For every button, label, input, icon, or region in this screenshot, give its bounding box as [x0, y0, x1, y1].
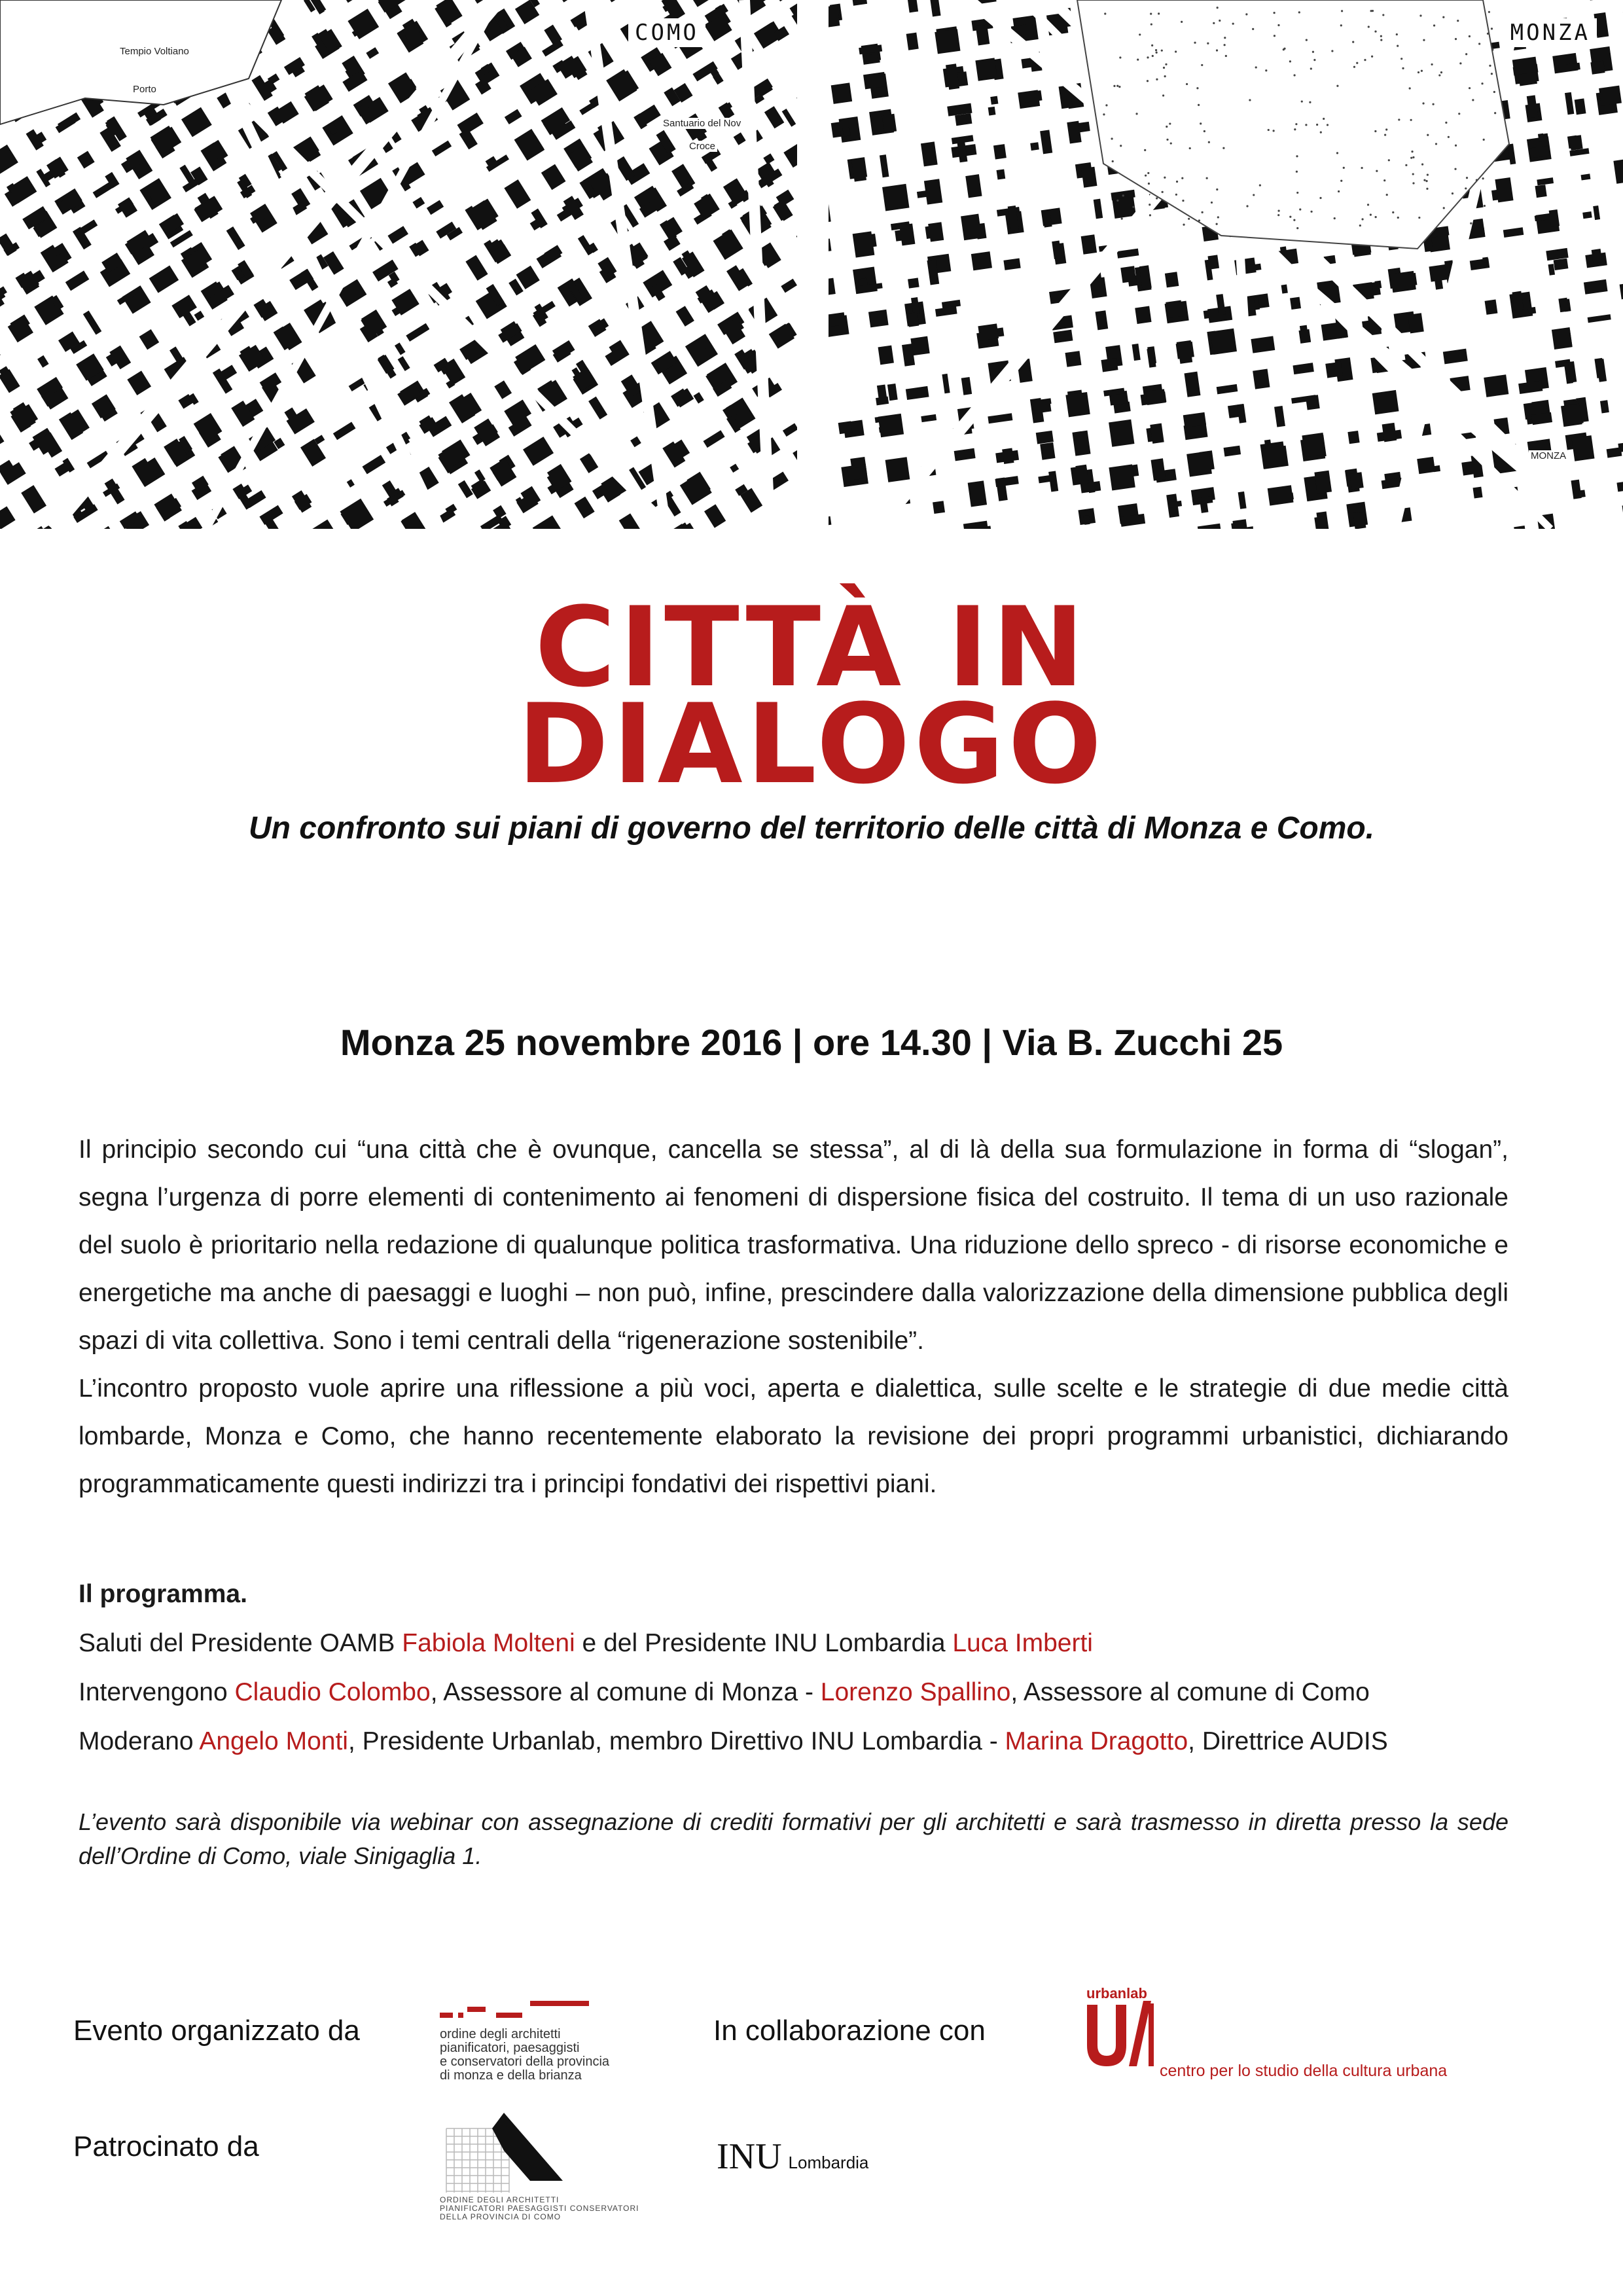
- event-date-location: Monza 25 novembre 2016 | ore 14.30 | Via B. Zucchi 25: [340, 1022, 1283, 1063]
- page-subtitle: Un confronto sui piani di governo del territorio delle città di Monza e Como.: [248, 811, 1375, 846]
- monza-city-map-image: [829, 0, 1623, 529]
- oamb-text-line: pianificatori, paesaggisti: [440, 2041, 580, 2055]
- oamb-text-line: ordine degli architetti: [440, 2027, 561, 2041]
- speaker-name: Angelo Monti: [199, 1727, 348, 1755]
- program-text: , Direttrice AUDIS: [1188, 1727, 1388, 1755]
- program-text: e del Presidente INU Lombardia: [575, 1629, 953, 1657]
- oamb-logo-text: [440, 2028, 609, 2083]
- urbanlab-tagline: centro per lo studio della cultura urbana: [1160, 2062, 1448, 2080]
- inu-lombardia-logo: [717, 2136, 868, 2178]
- map-label-monza: MONZA: [1504, 18, 1597, 47]
- program-text: , Presidente Urbanlab, membro Direttivo INU Lombardia -: [348, 1727, 1005, 1755]
- speaker-name: Claudio Colombo: [234, 1678, 431, 1706]
- como-text-line: ORDINE DEGLI ARCHITETTI: [440, 2195, 560, 2204]
- program-text: , Assessore al comune di Monza -: [430, 1678, 821, 1706]
- organized-by-label: Evento organizzato da: [73, 2015, 360, 2047]
- speaker-name: Fabiola Molteni: [402, 1629, 575, 1657]
- program-line-greetings: [79, 1619, 1531, 1668]
- speaker-name: Lorenzo Spallino: [820, 1678, 1011, 1706]
- oamb-text-line: di monza e della brianza: [440, 2068, 582, 2083]
- map-como: [0, 0, 797, 529]
- body-paragraph-2: L’incontro proposto vuole aprire una riflessione a più voci, aperta e dialettica, sulle scelte e le strategie di due medie città lombarde, Monza e Como, che hanno recentemente elaborato la revisione dei propri programmi urbanistici, dichiarando programmaticamente questi indirizzi tra i principi fondativi dei rispettivi piani.: [79, 1374, 1508, 1498]
- patronage-label: Patrocinato da: [73, 2130, 259, 2162]
- title-line-2: DIALOGO: [517, 680, 1106, 808]
- title-line-1: CITTÀ IN: [535, 583, 1088, 711]
- program-text: Moderano: [79, 1727, 200, 1755]
- page-title: [0, 583, 1623, 808]
- map-small-label: Croce: [687, 141, 717, 152]
- collaboration-label: In collaborazione con: [713, 2015, 986, 2047]
- program-text: Saluti del Presidente OAMB: [79, 1629, 402, 1657]
- map-small-label: Tempio Voltiano: [118, 46, 191, 57]
- body-paragraph-1: Il principio secondo cui “una città che è ovunque, cancella se stessa”, al di là della sua formulazione in forma di “slogan”, segna l’urgenza di porre elementi di contenimento ai fenomeni di dispersione fisica del costruito. Il tema di un uso razionale del suolo è prioritario nella redazione di qualunque politica trasformativa. Una riduzione dello spreco - di risorse economiche e energetiche ma anche di paesaggi e luoghi – non può, infine, prescindere dalla valorizzazione della dimensione pubblica degli spazi di vita collettiva. Sono i temi centrali della “rigenerazione sostenibile”.: [79, 1136, 1508, 1355]
- como-city-map-image: [0, 0, 797, 529]
- inu-name: INU: [717, 2136, 782, 2177]
- program-text: Intervengono: [79, 1678, 235, 1706]
- program-line-moderators: [79, 1717, 1531, 1766]
- inu-region: Lombardia: [788, 2153, 869, 2172]
- webinar-note: L’evento sarà disponibile via webinar con assegnazione di crediti formativi per gli architetti e sarà trasmesso in diretta presso la sede dell’Ordine di Como, viale Sinigaglia 1.: [79, 1808, 1508, 1869]
- program-line-speakers: [79, 1668, 1531, 1717]
- map-monza: [829, 0, 1623, 529]
- ordine-como-logo: [440, 2109, 603, 2207]
- urbanlab-name: urbanlab: [1086, 1985, 1147, 2001]
- speaker-name: Marina Dragotto: [1005, 1727, 1188, 1755]
- como-text-line: DELLA PROVINCIA DI COMO: [440, 2212, 562, 2221]
- map-small-label: Santuario del Nov: [661, 118, 743, 129]
- map-label-como: COMO: [628, 18, 705, 47]
- program-heading: Il programma.: [79, 1580, 247, 1608]
- map-small-label: Porto: [131, 84, 158, 95]
- speaker-name: Luca Imberti: [952, 1629, 1093, 1657]
- body-text: [79, 1126, 1508, 1508]
- como-text-line: PIANIFICATORI PAESAGGISTI CONSERVATORI: [440, 2204, 639, 2213]
- map-small-label: MONZA: [1529, 450, 1568, 461]
- oamb-text-line: e conservatori della provincia: [440, 2054, 610, 2069]
- program-text: , Assessore al comune di Como: [1010, 1678, 1370, 1706]
- program-section: [79, 1570, 1531, 1766]
- ordine-como-text: [440, 2196, 639, 2221]
